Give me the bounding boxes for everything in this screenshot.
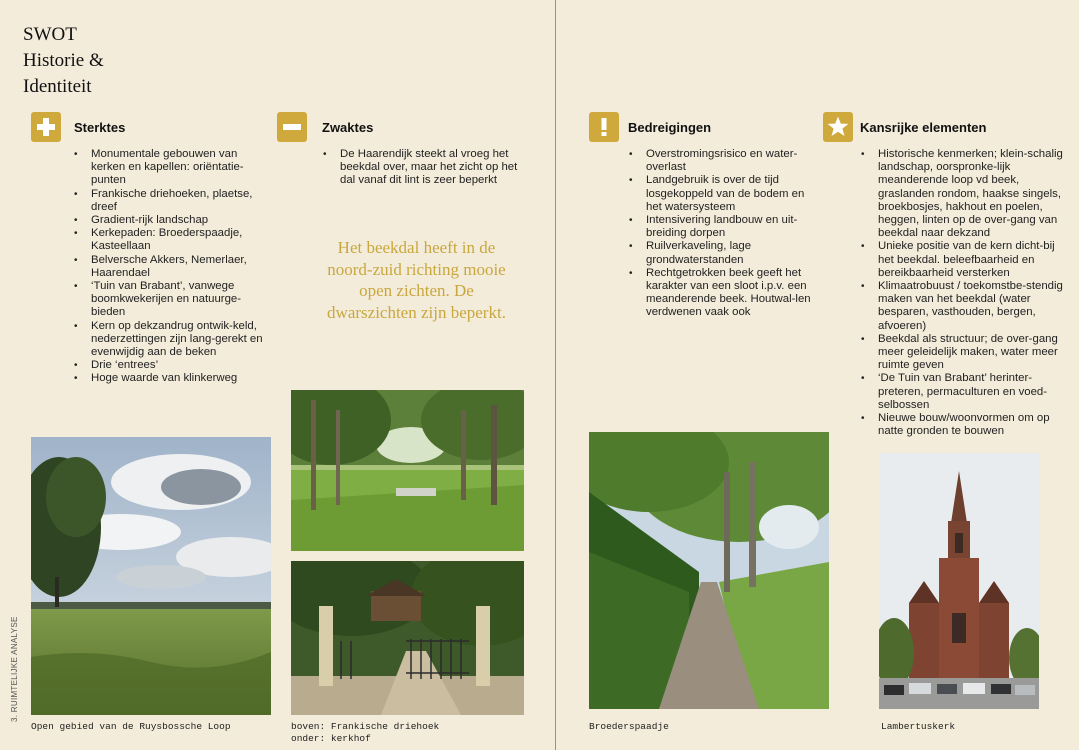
list-item: • Unieke positie van de kern dicht-bij het beekdal. beleefbaarheid en bereikbaarheid versterken [861, 240, 1066, 280]
list-item: • Rechtgetrokken beek geeft het karakter van een sloot i.p.v. een meanderende beek. Houtwal-len verdwenen vaak ook [629, 267, 821, 320]
list-item: • Intensivering landbouw en uit-breiding dorpen [629, 214, 821, 240]
title-line-2: Historie & [23, 50, 104, 71]
plus-icon [31, 112, 61, 142]
kansrijke-list [861, 148, 1066, 438]
caption-broederspaadje: Broederspaadje [589, 721, 669, 732]
list-item: • Monumentale gebouwen van kerken en kapellen: oriëntatie-punten [74, 148, 264, 188]
list-item: • Kerkepaden: Broederspaadje, Kasteellaan [74, 227, 264, 253]
list-item: • Belversche Akkers, Nemerlaer, Haarendael [74, 254, 264, 280]
photo-frankische-driehoek [291, 390, 524, 551]
list-item: • De Haarendijk steekt al vroeg het beekdal over, maar het zicht op het dal vanaf dit lint is zeer beperkt [323, 148, 518, 188]
caption-ruysbossche: Open gebied van de Ruysbossche Loop [31, 721, 231, 732]
bedreigingen-list [629, 148, 821, 320]
list-item: • Overstromingsrisico en water-overlast [629, 148, 821, 174]
caption-lambertuskerk: Lambertuskerk [881, 721, 956, 732]
list-item: • Klimaatrobuust / toekomstbe-stendig maken van het beekdal (water besparen, vasthouden, bergen, afvoeren) [861, 280, 1066, 333]
title-line-3: Identiteit [23, 76, 92, 97]
minus-icon [277, 112, 307, 142]
bedreigingen-heading: Bedreigingen [628, 120, 712, 135]
star-icon [823, 112, 853, 142]
list-item: • Ruilverkaveling, lage grondwaterstanden [629, 240, 821, 266]
pull-quote: Het beekdal heeft in de noord-zuid richting mooie open zichten. De dwarszichten zijn beperkt. [327, 238, 506, 322]
caption-frankische-kerkhof: boven: Frankische driehoek onder: kerkhof [291, 721, 440, 744]
list-item: • Gradient-rijk landschap [74, 214, 264, 227]
photo-kerkhof [291, 561, 524, 715]
list-item: • Frankische driehoeken, plaetse, dreef [74, 188, 264, 214]
exclamation-icon [589, 112, 619, 142]
list-item: • Hoge waarde van klinkerweg [74, 372, 264, 385]
sterktes-list [74, 148, 264, 386]
list-item: • Historische kenmerken; klein-schalig landschap, oorspronke-lijk meanderende loop vd beek, graslanden rondom, haakse singels, broekbosjes, hakhout en poelen, heggen, linten op de over-gang van beekdal naar dekzand [861, 148, 1066, 240]
list-item: • ‘De Tuin van Brabant’ herinter-preteren, permaculturen en voed-selbossen [861, 372, 1066, 412]
kansrijke-heading: Kansrijke elementen [860, 120, 987, 135]
page-title [23, 22, 104, 100]
photo-broederspaadje [589, 432, 829, 709]
list-item: • Nieuwe bouw/woonvormen om op natte gronden te bouwen [861, 412, 1066, 438]
photo-ruysbossche-loop [31, 437, 271, 715]
photo-lambertuskerk [879, 453, 1039, 709]
page-spine [555, 0, 556, 750]
zwaktes-list [323, 148, 518, 188]
list-item: • Landgebruik is over de tijd losgekoppeld van de bodem en het watersysteem [629, 174, 821, 214]
side-label: 3. RUIMTELIJKE ANALYSE [10, 616, 19, 722]
list-item: • Beekdal als structuur; de over-gang meer geleidelijk maken, water meer ruimte geven [861, 333, 1066, 373]
list-item: • Drie ‘entrees’ [74, 359, 264, 372]
list-item: • Kern op dekzandrug ontwik-keld, nederzettingen zijn lang-gerekt en evenwijdig aan de beken [74, 320, 264, 360]
list-item: • ‘Tuin van Brabant’, vanwege boomkwekerijen en natuurge-bieden [74, 280, 264, 320]
title-line-1: SWOT [23, 24, 77, 45]
sterktes-heading: Sterktes [74, 120, 126, 135]
zwaktes-heading: Zwaktes [322, 120, 374, 135]
